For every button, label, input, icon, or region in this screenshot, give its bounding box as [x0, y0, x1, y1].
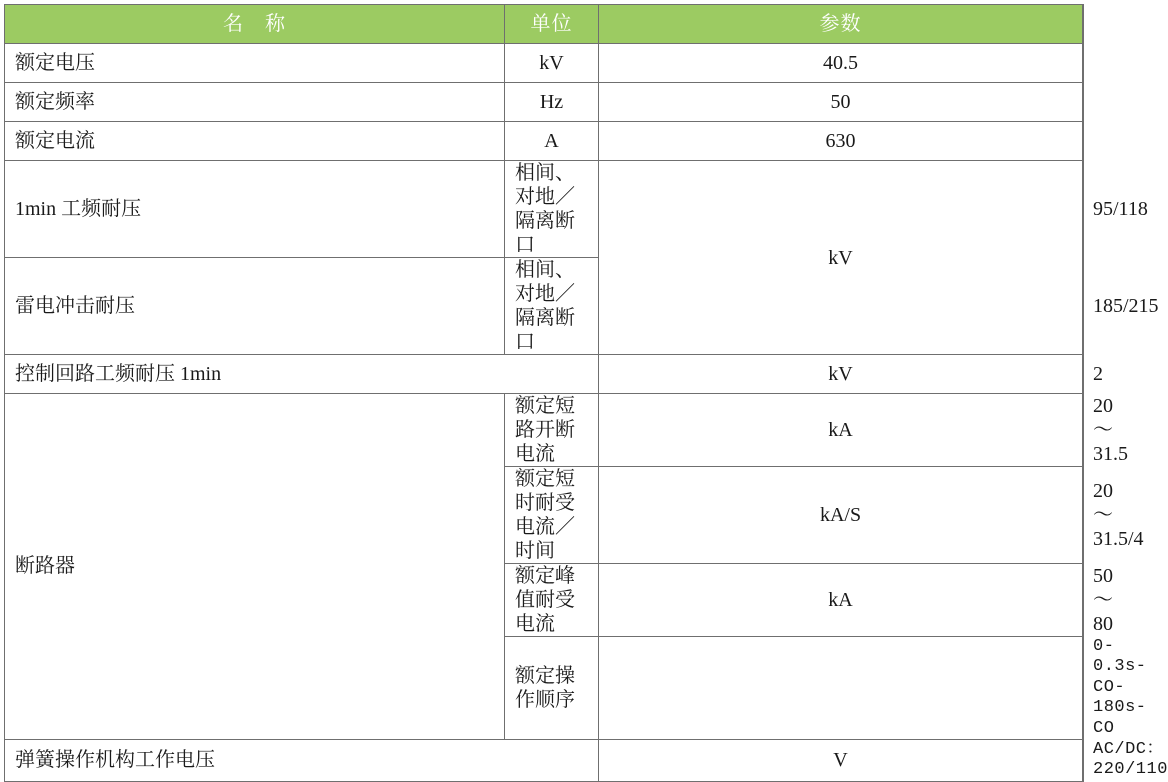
- row-unit: V: [599, 739, 1083, 781]
- table-body: [5, 44, 1168, 782]
- row-unit: kV: [599, 355, 1083, 394]
- row-subname: 相间、对地／隔离断口: [505, 258, 599, 355]
- row-param: 20 ～ 31.5: [1083, 394, 1084, 467]
- row-name: 额定频率: [5, 83, 505, 122]
- row-unit: kV: [505, 44, 599, 83]
- row-unit: [599, 637, 1083, 740]
- row-param: 20 ～ 31.5/4: [1083, 467, 1084, 564]
- row-param: 40.5: [599, 44, 1083, 83]
- table-header: [5, 5, 1084, 44]
- row-param: 0-0.3s-CO-180s-CO: [1083, 637, 1084, 740]
- header-param: 参数: [599, 5, 1083, 44]
- table-row: [5, 355, 1084, 394]
- row-param: 630: [599, 122, 1083, 161]
- row-name: 弹簧操作机构工作电压: [5, 739, 599, 781]
- row-param: 2: [1083, 355, 1084, 394]
- row-unit: kV: [599, 161, 1083, 355]
- row-subname: 额定短时耐受电流／时间: [505, 467, 599, 564]
- row-param: 50: [599, 83, 1083, 122]
- row-param: AC/DC：220/110: [1083, 739, 1084, 781]
- row-name: 雷电冲击耐压: [5, 258, 505, 355]
- table-row: [5, 44, 1084, 83]
- row-name: 1min 工频耐压: [5, 161, 505, 258]
- specification-table: [4, 4, 1168, 782]
- table-row: [5, 394, 1084, 467]
- row-unit: kA: [599, 394, 1083, 467]
- row-name: 控制回路工频耐压 1min: [5, 355, 599, 394]
- row-name: 额定电流: [5, 122, 505, 161]
- row-param: 95/118: [1083, 161, 1084, 258]
- row-subname: 额定峰值耐受电流: [505, 564, 599, 637]
- spec-sheet: [0, 4, 1168, 780]
- row-unit: kA: [599, 564, 1083, 637]
- header-unit: 单位: [505, 5, 599, 44]
- row-unit: A: [505, 122, 599, 161]
- header-row: [5, 5, 1084, 44]
- row-subname: 额定短路开断电流: [505, 394, 599, 467]
- row-param: 185/215: [1083, 258, 1084, 355]
- row-name: 额定电压: [5, 44, 505, 83]
- row-unit: Hz: [505, 83, 599, 122]
- table-row: [5, 161, 1084, 258]
- table-row: [5, 122, 1084, 161]
- row-subname: 额定操作顺序: [505, 637, 599, 740]
- row-group-label: 断路器: [5, 394, 505, 740]
- table-row: [5, 83, 1084, 122]
- row-subname: 相间、对地／隔离断口: [505, 161, 599, 258]
- table-row: [5, 739, 1084, 781]
- header-name: 名 称: [5, 5, 505, 44]
- row-unit: kA/S: [599, 467, 1083, 564]
- row-param: 50 ～ 80: [1083, 564, 1084, 637]
